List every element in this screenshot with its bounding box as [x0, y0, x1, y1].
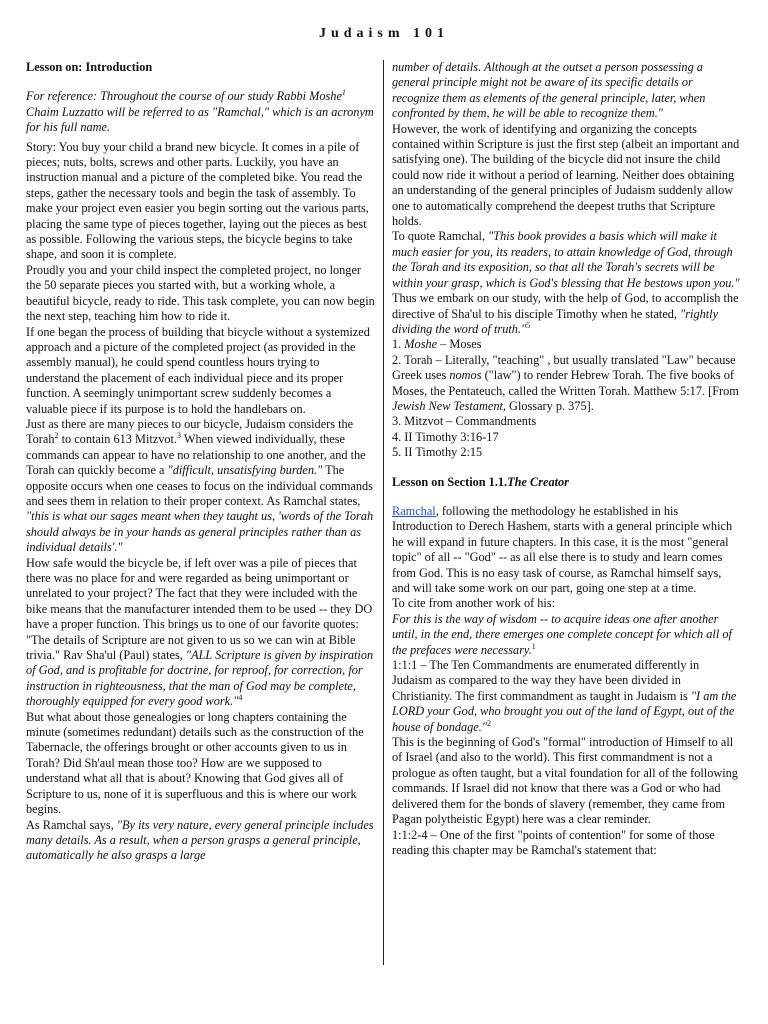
paragraph: If one began the process of building that bicycle without a systemized approach and a picture of the completed project (as provided in the assembly manual), he could spend countless hours trying to understand the placement of each individual piece and its proper function. A seemingly unimportant screw suddenly becomes a valuable piece if its purpose is to hold the handlebars on.	[26, 324, 370, 416]
section-heading: Lesson on Section 1.1.The Creator	[392, 474, 569, 489]
footnote-item: 4. II Timothy 3:16-17	[392, 429, 499, 444]
quote-continuation: number of details. Although at the outset a person possessing a general principle might not be aware of its specific details or recognize them as elements of the general principle, later, when confronted by them, he will be able to recognize them."	[392, 60, 706, 121]
paragraph: 1:1:2-4 – One of the first "points of contention" for some of those reading this chapter may be Ramchal's statement that:	[392, 827, 715, 857]
paragraph: Ramchal, following the methodology he established in his Introduction to Derech Hashem, starts with a general principle which he will expand in future chapters. In this case, it is the most "general topic" of all -- "God" -- as all else there is to study and learn comes from God. This is no easy task of course, as Ramchal himself says, and will take some work on our part, going one step at a time.	[392, 503, 733, 595]
paragraph: How safe would the bicycle be, if left over was a pile of pieces that there was no place for and were regarded as being unimportant or unrelated to your project? The fact that they were included with the bike means that the manufacturer intended them to be used -- they DO have a proper function. This brings us to one of our favorite quotes: "The details of Scripture are not given to us so we can win at Bible trivia." Rav Sha'ul (Paul) states, "ALL Scripture is given by inspiration of God, and is profitable for doctrine, for reproof, for correction, for instruction in righteousness, that the man of God may be complete, thoroughly equipped for every good work."$^4$	[26, 555, 374, 709]
footnote-ref[interactable]: 5	[526, 320, 531, 330]
ramchal-link[interactable]: Ramchal	[392, 503, 436, 518]
reference-note: For reference: Throughout the course of our study Rabbi Moshe$^1$ Chaim Luzzatto will be referred to as "Ramchal," which is an acronym for his full name.	[26, 88, 374, 135]
footnote-item: 3. Mitzvot – Commandments	[392, 414, 537, 429]
footnote-ref[interactable]: 3	[177, 431, 182, 441]
footnote-ref[interactable]: 2	[487, 718, 491, 728]
lesson-heading: Lesson on: Introduction	[26, 60, 153, 74]
footnote-item: 5. II Timothy 2:15	[392, 445, 483, 460]
left-column	[26, 60, 376, 864]
paragraph: 1:1:1 – The Ten Commandments are enumerated differently in Judaism as compared to the way they have been divided in Christianity. The first commandment as taught in Judaism is "I am the LORD your God, who brought you out of the land of Egypt, out of the house of bondage."$^2$	[392, 658, 737, 734]
paragraph: Story: You buy your child a brand new bicycle. It comes in a pile of pieces; nuts, bolts, screws and other parts. Luckily, you have an instruction manual and a picture of the completed bike. You read the steps, gather the necessary tools and begin the task of assembly. To make your project even easier you begin sorting out the various parts, placing the same type of pieces together, laying out the pieces as best as possible. Following the various steps, the bicycle begins to take shape, and soon it is complete.	[26, 139, 369, 262]
paragraph: Just as there are many pieces to our bicycle, Judaism considers the Torah$^2$ to contain 613 Mitzvot.$^3$ When viewed individually, these commands can appear to have no relationship to one another, and the Torah can quickly become a "difficult, unsatisfying burden." The opposite occurs when one ceases to focus on the individual commands and sees them in relation to their proper context. As Ramchal states, "this is what our sages meant when they taught us, 'words of the Torah should always be in your hands as general principles rather than as individual details'."	[26, 416, 374, 555]
right-column	[392, 60, 742, 858]
page-title: Judaism 101	[318, 26, 450, 41]
footnote-list	[392, 337, 742, 460]
column-divider	[383, 60, 384, 965]
paragraph: However, the work of identifying and organizing the concepts contained within Scripture is just the first step (albeit an important and satisfying one). The building of the bicycle did not insure the child could now ride it without a period of learning. Neither does obtaining an understanding of the general principles of Judaism suddenly allow one to automatically comprehend the deepest truths that Scripture holds.	[392, 121, 740, 229]
quote-paragraph: For this is the way of wisdom -- to acquire ideas one after another until, in the end, there emerges one complete concept for which all of the prefaces were necessary.$^1$	[392, 611, 732, 657]
footnote-item: 1. Moshe – Moses	[392, 337, 482, 352]
paragraph: To quote Ramchal, "This book provides a basis which will make it much easier for you, its readers, to attain knowledge of God, through the Torah and its exposition, so that all the Torah's secrets will be within your grasp, which is God's blessing that He bestows upon you."	[392, 229, 740, 290]
paragraph: This is the beginning of God's "formal" introduction of Himself to all of Israel (and also to the world). This first commandment is not a prologue as often taught, but a vital foundation for all of the following commands. If Israel did not know that there was a God or who had delivered them for the bonds of slavery (remember, they came from Pagan polytheistic Egypt) here was a clear reminder.	[392, 735, 738, 827]
paragraph: To cite from another work of his:	[392, 596, 556, 611]
footnote-ref[interactable]: 2	[54, 431, 59, 441]
footnote-ref[interactable]: 1	[531, 641, 536, 651]
paragraph: But what about those genealogies or long chapters containing the minute (sometimes redundant) details such as the construction of the Tabernacle, the offerings brought or other accounts given to us in Torah? Did Sh'aul mean those too? How are we supposed to understand what all that is about? Knowing that God gives all of Scripture to us, none of it is superfluous and this is where our work begins.	[26, 709, 364, 817]
footnote-item: 2. Torah – Literally, "teaching" , but usually translated "Law" because Greek uses nomos ("law") to render Hebrew Torah. The five books of Moses, the Pentateuch, called the Written Torah. Matthew 5:17. [From Jewish New Testament, Glossary p. 375].	[392, 352, 739, 413]
paragraph: Thus we embark on our study, with the help of God, to accomplish the directive of Sha'ul to his disciple Timothy when he stated, "rightly dividing the word of truth."$^5$	[392, 291, 739, 336]
paragraph: As Ramchal says, "By its very nature, every general principle includes many details. As a result, when a person grasps a general principle, automatically he also grasps a large	[26, 817, 374, 863]
footnote-ref[interactable]: 1	[341, 88, 346, 98]
paragraph: Proudly you and your child inspect the completed project, no longer the 50 separate pieces you started with, but a working whole, a beautiful bicycle, ready to ride. This task complete, you can now begin the next step, teaching him how to ride it.	[26, 262, 375, 324]
footnote-ref[interactable]: 4	[238, 693, 243, 703]
